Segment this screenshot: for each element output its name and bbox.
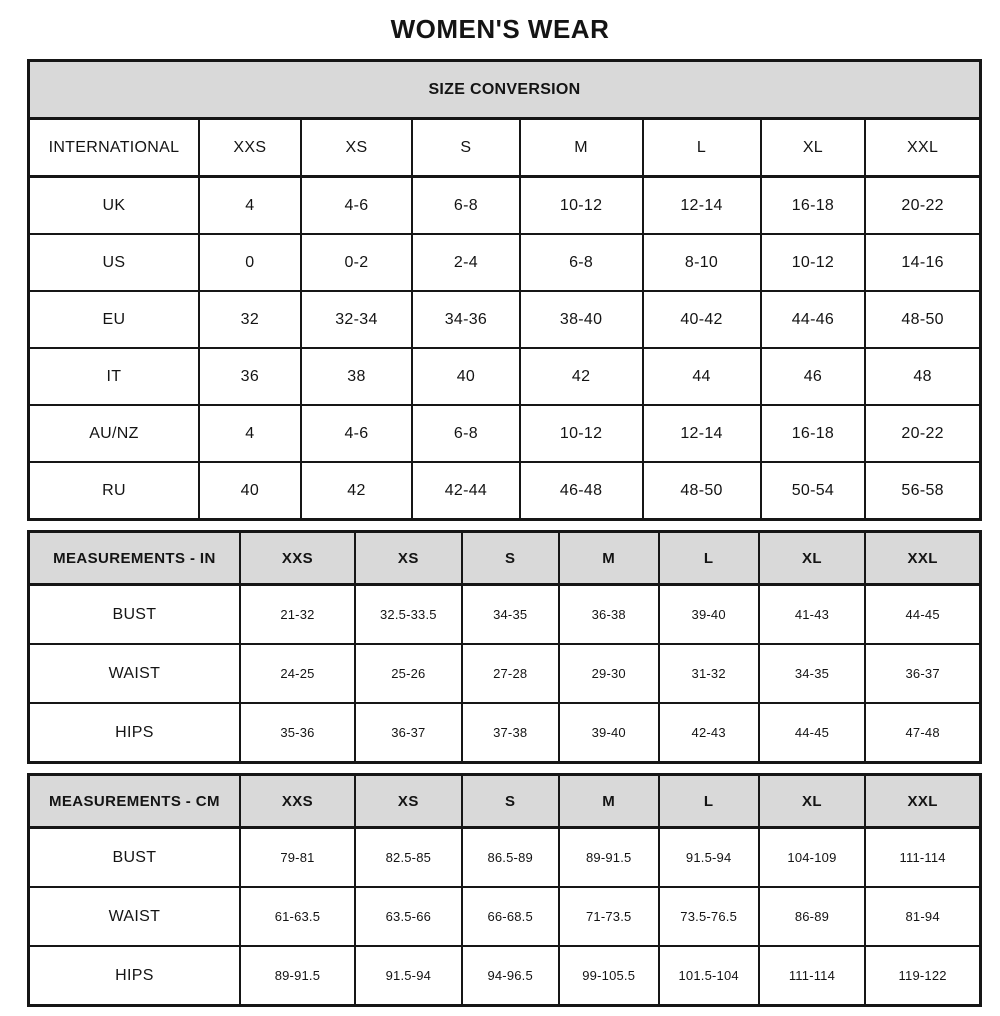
column-header-s: S [462,532,559,585]
measurements-cm-table [27,773,982,1007]
column-header-s: S [462,775,559,828]
row-label: RU [29,462,199,520]
column-header-l: L [659,775,759,828]
size-cell: 48 [865,348,980,405]
table-row-bust-in [29,585,981,645]
size-cell: 44-46 [761,291,866,348]
measure-cell: 81-94 [865,887,980,946]
measure-cell: 119-122 [865,946,980,1006]
column-header-xl: XL [759,532,866,585]
column-header-xs: XS [355,532,462,585]
table-row-ru [29,462,981,520]
size-cell: 40 [412,348,520,405]
size-cell: 0-2 [301,234,412,291]
table-row-aunz [29,405,981,462]
size-cell: 32 [199,291,301,348]
measure-cell: 39-40 [559,703,659,763]
column-header-xxl: XXL [865,775,980,828]
row-label: IT [29,348,199,405]
measure-cell: 61-63.5 [240,887,355,946]
column-header-xl: XL [759,775,866,828]
column-header-xxs: XXS [199,119,301,177]
size-conversion-band-row [29,61,981,119]
size-cell: 6-8 [412,405,520,462]
measure-cell: 82.5-85 [355,828,462,888]
measure-cell: 25-26 [355,644,462,703]
measure-cell: 63.5-66 [355,887,462,946]
measure-cell: 36-38 [559,585,659,645]
measure-cell: 86.5-89 [462,828,559,888]
measure-cell: 86-89 [759,887,866,946]
page-title: WOMEN'S WEAR [390,14,610,44]
size-cell: 48-50 [643,462,761,520]
row-label: AU/NZ [29,405,199,462]
measure-cell: 47-48 [865,703,980,763]
table-row-us [29,234,981,291]
size-cell: 40 [199,462,301,520]
measurements-cm-header-row [29,775,981,828]
column-header-xxl: XXL [865,119,980,177]
row-label: HIPS [29,946,240,1006]
row-label: EU [29,291,199,348]
measure-cell: 71-73.5 [559,887,659,946]
measure-cell: 73.5-76.5 [659,887,759,946]
row-label: HIPS [29,703,240,763]
measure-cell: 104-109 [759,828,866,888]
size-cell: 46-48 [520,462,643,520]
size-cell: 50-54 [761,462,866,520]
measure-cell: 91.5-94 [659,828,759,888]
measure-cell: 31-32 [659,644,759,703]
measure-cell: 36-37 [355,703,462,763]
column-header-l: L [643,119,761,177]
measure-cell: 44-45 [759,703,866,763]
measure-cell: 94-96.5 [462,946,559,1006]
measure-cell: 89-91.5 [559,828,659,888]
measure-cell: 34-35 [462,585,559,645]
measure-cell: 42-43 [659,703,759,763]
column-header-l: L [659,532,759,585]
size-cell: 4 [199,405,301,462]
size-cell: 20-22 [865,177,980,235]
table-row-hips-cm [29,946,981,1006]
column-header-xxl: XXL [865,532,980,585]
measure-cell: 37-38 [462,703,559,763]
row-label: BUST [29,828,240,888]
size-conversion-header-row [29,119,981,177]
table-row-hips-in [29,703,981,763]
size-cell: 36 [199,348,301,405]
measure-cell: 41-43 [759,585,866,645]
measure-cell: 29-30 [559,644,659,703]
table-row-bust-cm [29,828,981,888]
measurements-in-title: MEASUREMENTS - IN [29,532,240,585]
measure-cell: 91.5-94 [355,946,462,1006]
measure-cell: 111-114 [759,946,866,1006]
size-cell: 48-50 [865,291,980,348]
size-conversion-title: SIZE CONVERSION [29,61,981,119]
measure-cell: 44-45 [865,585,980,645]
measure-cell: 79-81 [240,828,355,888]
column-header-m: M [559,532,659,585]
measure-cell: 32.5-33.5 [355,585,462,645]
size-cell: 2-4 [412,234,520,291]
measure-cell: 27-28 [462,644,559,703]
size-cell: 42 [520,348,643,405]
column-header-xxs: XXS [240,775,355,828]
size-cell: 38 [301,348,412,405]
table-row-it [29,348,981,405]
measure-cell: 34-35 [759,644,866,703]
measure-cell: 39-40 [659,585,759,645]
column-header-s: S [412,119,520,177]
table-row-uk [29,177,981,235]
size-cell: 12-14 [643,177,761,235]
size-cell: 6-8 [520,234,643,291]
row-label: US [29,234,199,291]
size-cell: 34-36 [412,291,520,348]
row-label: WAIST [29,644,240,703]
size-cell: 4 [199,177,301,235]
size-cell: 44 [643,348,761,405]
measure-cell: 111-114 [865,828,980,888]
measure-cell: 35-36 [240,703,355,763]
size-cell: 16-18 [761,405,866,462]
size-cell: 12-14 [643,405,761,462]
row-label: WAIST [29,887,240,946]
size-cell: 4-6 [301,405,412,462]
measure-cell: 21-32 [240,585,355,645]
size-cell: 6-8 [412,177,520,235]
measure-cell: 89-91.5 [240,946,355,1006]
measure-cell: 66-68.5 [462,887,559,946]
size-cell: 46 [761,348,866,405]
size-cell: 32-34 [301,291,412,348]
size-cell: 10-12 [520,177,643,235]
size-conversion-table [27,59,982,521]
size-cell: 10-12 [520,405,643,462]
size-cell: 40-42 [643,291,761,348]
table-row-waist-in [29,644,981,703]
size-cell: 16-18 [761,177,866,235]
size-cell: 20-22 [865,405,980,462]
row-label: BUST [29,585,240,645]
row-label: UK [29,177,199,235]
size-cell: 42 [301,462,412,520]
column-header-xs: XS [301,119,412,177]
column-header-m: M [520,119,643,177]
measurements-in-table [27,530,982,764]
size-cell: 8-10 [643,234,761,291]
column-header-xs: XS [355,775,462,828]
measure-cell: 101.5-104 [659,946,759,1006]
measure-cell: 24-25 [240,644,355,703]
measure-cell: 99-105.5 [559,946,659,1006]
column-header-xxs: XXS [240,532,355,585]
measure-cell: 36-37 [865,644,980,703]
size-cell: 4-6 [301,177,412,235]
measurements-cm-title: MEASUREMENTS - CM [29,775,240,828]
tables-container [27,59,982,1007]
size-cell: 42-44 [412,462,520,520]
size-cell: 56-58 [865,462,980,520]
column-header-xl: XL [761,119,866,177]
column-header-m: M [559,775,659,828]
column-header-international: INTERNATIONAL [29,119,199,177]
size-cell: 38-40 [520,291,643,348]
table-row-eu [29,291,981,348]
size-cell: 10-12 [761,234,866,291]
size-cell: 0 [199,234,301,291]
measurements-in-header-row [29,532,981,585]
size-cell: 14-16 [865,234,980,291]
table-row-waist-cm [29,887,981,946]
